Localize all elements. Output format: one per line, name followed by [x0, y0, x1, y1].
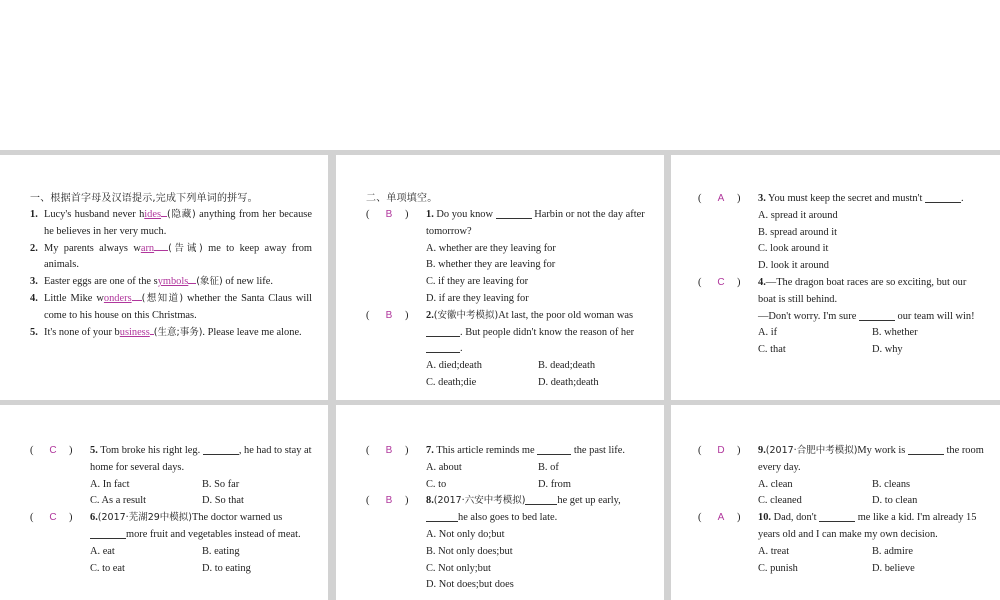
answer-text: ymbols [157, 276, 189, 288]
question-text: My work is [857, 445, 906, 456]
option: D. if are they leaving for [426, 292, 529, 304]
answer-letter: A [717, 512, 725, 524]
question-number: 2. [426, 309, 434, 321]
question-1: ( B ) 1. Do you know Harbin or not the day after tomorrow? A. whether are they leaving for B. whether they are leaving for C. if they are leaving for D. if are they leaving for [366, 207, 650, 308]
option: C. Not only;but [426, 562, 491, 574]
spelling-item [30, 274, 312, 291]
question-source: (安徽中考模拟) [433, 309, 499, 321]
item-text: whether the Santa Claus will come to his house on this Christmas. [44, 292, 313, 321]
question-10: ( A ) 10. Dad, don't me like a kid. I'm already 15 years old and I can make my own decision. A. treat B. admire C. punish D. believe [698, 510, 986, 577]
option: A. died;death [426, 360, 482, 372]
answer-blank [819, 511, 855, 522]
panel-choice-1 [336, 155, 664, 400]
question-text: Harbin or not the day after tomorrow? [426, 209, 645, 237]
option: C. As a result [90, 495, 146, 507]
options [30, 544, 314, 578]
answer-letter: B [385, 209, 393, 220]
question-text: . But people didn't know the reason of her [460, 326, 635, 338]
answer-blank [496, 208, 532, 219]
option: B. of [538, 461, 559, 473]
question-text: —The dragon boat races are so exciting, but our boat is still behind. [758, 276, 967, 305]
answer-blank [908, 444, 944, 455]
spelling-list [30, 207, 312, 341]
answer-letter: C [717, 276, 725, 288]
question-text: more fruit and vegetables instead of meat. [126, 528, 301, 540]
question-text: Tom broke his right leg. [100, 445, 201, 456]
option: B. Not only does;but [426, 545, 513, 557]
options [366, 527, 650, 594]
option: B. eating [202, 545, 240, 557]
answer-blank [537, 444, 571, 455]
chinese-hint: (告诫) [168, 242, 203, 254]
answer-text: arn [140, 242, 155, 254]
question-source: (2017·合肥中考模拟) [765, 445, 858, 456]
option: D. believe [872, 562, 915, 574]
question-text: This article reminds me [436, 445, 535, 456]
item-number: 3. [30, 276, 38, 288]
question-text: The doctor warned us [192, 512, 283, 524]
answer-letter: B [385, 445, 393, 456]
answer-letter: B [385, 495, 393, 507]
answer-letter: B [385, 309, 393, 321]
spelling-item [30, 207, 312, 241]
question-number: 5. [90, 445, 98, 456]
item-text: anything from her because he believes in her very much. [44, 209, 312, 237]
option: A. about [426, 461, 462, 473]
answer-blank [859, 310, 895, 321]
question-5: ( C ) 5. Tom broke his right leg. , he had to stay at home for several days. A. In fact B. So far C. As a result D. So that [30, 443, 314, 510]
answer-blank [90, 528, 126, 539]
question-text: he also goes to bed late. [458, 512, 558, 524]
panel-choice-2 [671, 155, 1000, 400]
question-text: our team will win! [897, 310, 975, 322]
item-text: Little Mike w [44, 292, 104, 304]
option: D. from [538, 478, 571, 490]
option: D. why [872, 344, 903, 356]
question-3: ( A ) 3. You must keep the secret and mustn't . A. spread it around B. spread around it C. look around it D. look it around [698, 191, 986, 275]
item-text: me to keep away from animals. [44, 242, 312, 271]
option: C. if they are leaving for [426, 276, 529, 288]
option: B. whether [872, 327, 918, 339]
chinese-hint: (生意;事务) [153, 326, 203, 338]
question-text: . [960, 193, 964, 204]
option: A. spread it around [758, 209, 838, 221]
panel-choice-5 [671, 405, 1000, 600]
option: D. death;death [538, 376, 599, 388]
options [698, 544, 986, 578]
question-number: 3. [758, 193, 766, 204]
question-text: Do you know [436, 209, 493, 220]
spelling-item [30, 291, 312, 325]
question-text: the past life. [573, 445, 625, 456]
option: C. cleaned [758, 495, 802, 507]
option: D. So that [202, 495, 244, 507]
spelling-item [30, 325, 312, 342]
question-text: the room every day. [758, 445, 984, 473]
question-4: ( C ) 4.—The dragon boat races are so exciting, but our boat is still behind. —Don't worry. I'm sure our team will win! A. if B. whether C. that D. why [698, 275, 986, 359]
option: D. Not does;but does [426, 579, 514, 591]
answer-blank [426, 326, 460, 337]
answer-blank [426, 511, 458, 522]
option: A. In fact [90, 478, 130, 490]
question-text: . [460, 343, 463, 355]
question-text: me like a kid. I'm already 15 years old and I can make my own decision. [758, 512, 977, 540]
question-text: At last, the poor old woman was [498, 309, 633, 321]
item-number: 2. [30, 242, 38, 254]
option: D. to eating [202, 562, 251, 574]
option: C. death;die [426, 376, 477, 388]
question-text: , he had to stay at home for several days. [90, 445, 312, 473]
option: C. look around it [758, 243, 829, 255]
answer-text: onders [103, 292, 132, 304]
option: A. if [758, 327, 778, 339]
panel-choice-3 [0, 405, 328, 600]
item-text: Lucy's husband never h [44, 209, 145, 220]
question-2: ( B ) 2.(安徽中考模拟)At last, the poor old woman was . But people didn't know the reason of her . A. died;death B. dead;death C. death;die D. death;death [366, 308, 650, 392]
item-text: It's none of your b [44, 326, 120, 338]
item-text: of new life. [225, 276, 273, 288]
option: A. eat [90, 545, 115, 557]
section-title: 二、单项填空。 [366, 193, 438, 204]
question-source: (2017·芜湖29中模拟) [97, 512, 192, 524]
item-number: 4. [30, 292, 38, 304]
question-7: ( B ) 7. This article reminds me the past life. A. about B. of C. to D. from [366, 443, 650, 493]
item-number: 5. [30, 326, 38, 338]
option: A. Not only do;but [426, 528, 505, 540]
item-text: . Please leave me alone. [202, 326, 302, 338]
options [366, 358, 650, 392]
question-number: 8. [426, 495, 434, 507]
answer-text: ides [144, 209, 162, 220]
options [698, 208, 986, 275]
options [366, 460, 650, 494]
answer-letter: C [49, 512, 57, 524]
option: A. treat [758, 545, 790, 557]
chinese-hint: (隐藏) [167, 209, 196, 220]
question-number: 10. [758, 512, 771, 524]
question-8: ( B ) 8.(2017·六安中考模拟) he get up early,he also goes to bed late. A. Not only do;but B. Not only does;but C. Not only;but D. Not does;but does [366, 493, 650, 594]
answer-letter: D [717, 445, 725, 456]
question-number: 6. [90, 512, 98, 524]
panel-choice-4 [336, 405, 664, 600]
option: A. clean [758, 478, 793, 490]
answer-blank [525, 494, 557, 505]
answer-text: usiness [119, 326, 150, 338]
options [698, 325, 986, 359]
answer-letter: C [49, 445, 57, 456]
options [698, 477, 986, 511]
answer-blank [925, 192, 961, 203]
options [366, 241, 650, 308]
answer-blank [426, 342, 460, 353]
question-number: 1. [426, 209, 434, 220]
chinese-hint: (想知道) [141, 292, 184, 304]
item-text: My parents always w [44, 242, 141, 254]
chinese-hint: (象征) [196, 276, 223, 288]
item-text: Easter eggs are one of the s [44, 276, 158, 288]
option: C. punish [758, 562, 798, 574]
question-text: Dad, don't [773, 512, 817, 524]
option: B. dead;death [538, 360, 596, 372]
question-9: ( D ) 9.(2017·合肥中考模拟)My work is the room every day. A. clean B. cleans C. cleaned D. to clean [698, 443, 986, 510]
option: B. spread around it [758, 226, 838, 238]
question-number: 9. [758, 445, 766, 456]
option: B. So far [202, 478, 240, 490]
panel-spelling [0, 155, 328, 400]
option: D. to clean [872, 495, 918, 507]
option: B. cleans [872, 478, 911, 490]
section-title: 一、根据首字母及汉语提示,完成下列单词的拼写。 [30, 193, 258, 204]
option: C. to [426, 478, 447, 490]
question-source: (2017·六安中考模拟) [433, 495, 526, 507]
item-number: 1. [30, 209, 38, 220]
options [30, 477, 314, 511]
question-number: 4. [758, 276, 766, 288]
spelling-item [30, 241, 312, 275]
answer-letter: A [717, 193, 725, 204]
option: D. look it around [758, 260, 829, 272]
option: B. whether they are leaving for [426, 259, 556, 271]
question-text: —Don't worry. I'm sure [758, 310, 857, 322]
option: C. that [758, 344, 786, 356]
option: A. whether are they leaving for [426, 242, 556, 254]
question-6: ( C ) 6.(2017·芜湖29中模拟)The doctor warned us more fruit and vegetables instead of meat. A. eat B. eating C. to eat D. to eating [30, 510, 314, 577]
answer-blank [203, 444, 239, 455]
question-text: You must keep the secret and mustn't [768, 193, 923, 204]
question-number: 7. [426, 445, 434, 456]
option: C. to eat [90, 562, 125, 574]
option: B. admire [872, 545, 913, 557]
question-text: he get up early, [557, 495, 621, 507]
